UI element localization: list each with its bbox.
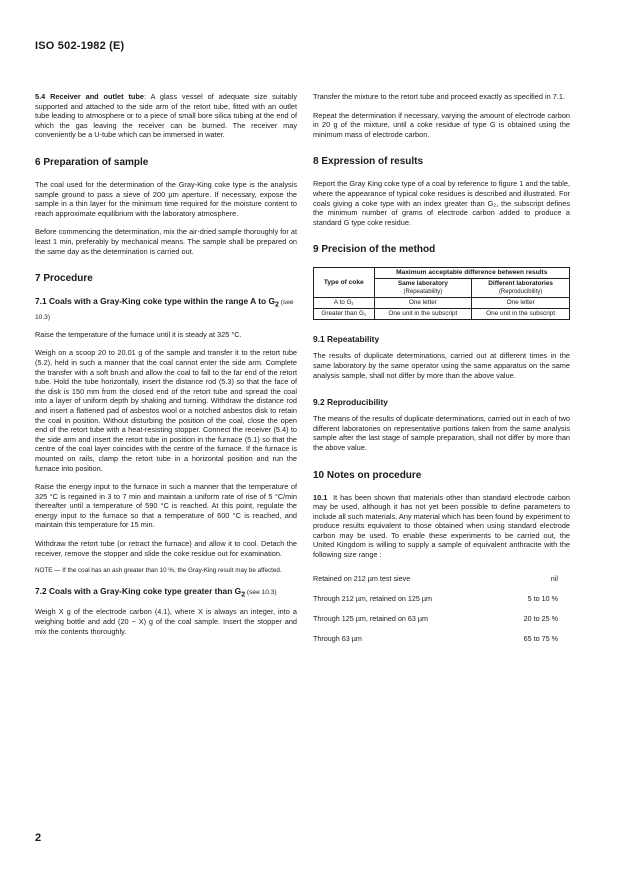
precision-diff-label: Different laboratories (488, 280, 553, 288)
section-7-1-para-2: Weigh on a scoop 20 to 20.01 g of the sample and transfer it to the retort tube (5.2), held in such a manner that the coal cannot enter the side arm. Complete the transfer with a soft brush and allow the coal to fall to the far end of the retort tube. Hold the tube horizontally, insert the distance rod (5.3) so that the face of the disk is 150 mm from the closed end of the retort tube and spread the coal into a layer of uniform depth by shaking and turning. Withdraw the distance rod and insert a flattened pad of asbestos wool or a notched asbestos disk to retain the coal in position. Without disturbing the position of the coal, close the open end of the retort tube with a heat-resisting stopper. Connect the receiver (5.4) to the side arm and insert the retort tube in position in the furnace (5.1) so that the centre of the coal layer coincides with the centre of the furnace. If the furnace is mounted on rails, clamp the retort tube in a horizontal position and run the furnace into position. (35, 348, 297, 473)
section-7-heading: 7 Procedure (35, 273, 93, 285)
size-range-table (313, 569, 570, 649)
precision-same-sub: (Repeatability) (403, 289, 443, 296)
section-7-1-para-3: Raise the energy input to the furnace in such a manner that the temperature of 325 °C is regained in 3 to 7 min and maintain a uniform rate of rise of 5 °C/min thereafter until a temperature of 590 °C is reached. At this point, regulate the energy input to the furnace so that a temperature of 600 °C is reached, and maintain this temperature for 15 min. (35, 482, 297, 530)
section-8-heading: 8 Expression of results (313, 156, 424, 168)
size-value: nil (550, 573, 558, 583)
size-value: 65 to 75 % (523, 633, 558, 643)
section-10-1-number: 10.1 (313, 492, 328, 502)
section-10-heading: 10 Notes on procedure (313, 469, 422, 481)
precision-table (313, 267, 570, 320)
section-7-2-heading (35, 586, 297, 601)
section-7-2-subscript: 2 (241, 591, 246, 599)
section-9-2-heading: 9.2 Reproducibility (313, 397, 388, 408)
table-cell: One unit in the subscript (472, 309, 570, 320)
section-7-1-heading (35, 296, 297, 323)
section-5-4-title: 5.4 Receiver and outlet tube (35, 92, 144, 101)
section-9-1-heading: 9.1 Repeatability (313, 334, 380, 345)
size-label: Through 125 µm, retained on 63 µm (313, 613, 428, 623)
section-7-1-note: NOTE — If the coal has an ash greater than 10 %, the Gray-King result may be affected. (35, 567, 282, 575)
size-label: Retained on 212 µm test sieve (313, 573, 411, 583)
section-10-1-text: It has been shown that materials other than standard electrode carbon may be used, although it has not yet been possible to define parameters to include all such materials. Any material which has been found by experiment to produce results equivalent to those obtained when using standard electrode carbon may be used. To enable these experiments to be carried out, the United Kingdom is willing to supply a sample of equivalent anthracite with the following size range : (313, 492, 570, 560)
section-8-para: Report the Gray King coke type of a coal by reference to figure 1 and the table, where the appearance of typical coke residues is described and illustrated. For coals giving a coke type with an index greater than G₂, the subscript defines the minimum number of grams of electrode carbon added to produce a standard G type coke residue. (313, 179, 570, 227)
size-label: Through 212 µm, retained on 125 µm (313, 593, 432, 603)
section-7-2-title: 7.2 Coals with a Gray-King coke type greater than G (35, 585, 242, 596)
table-cell: Greater than G₁ (314, 309, 375, 320)
table-row (313, 589, 570, 609)
section-7-1-cite: (see 10.3) (35, 299, 294, 321)
table-row (313, 609, 570, 629)
section-6-para-1: The coal used for the determination of the Gray-King coke type is the analysis sample ground to pass a sieve of 200 µm aperture. If necessary, expose the sample in a thin layer for the minimum time required for the moisture content to reach approximate equilibrium with the laboratory atmosphere. (35, 179, 297, 218)
section-9-heading: 9 Precision of the method (313, 244, 436, 256)
section-9-2-para: The means of the results of duplicate determinations, carried out in each of two different laboratories on representative portions taken from the same analysis sample after the last stage of sample preparation, shall not differ by more than the above value. (313, 414, 570, 452)
right-column (313, 92, 570, 649)
section-7-2-cite: (see 10.3) (245, 588, 277, 596)
section-7-1-title: 7.1 Coals with a Gray-King coke type within the range A to G (35, 296, 275, 307)
section-7-1-para-4: Withdraw the retort tube (or retract the furnace) and allow it to cool. Detach the receiver, remove the stopper and slide the coke residue out for examination. (35, 539, 297, 558)
precision-same-header (374, 279, 472, 298)
left-column (35, 92, 297, 645)
section-6-para-2: Before commencing the determination, mix the air-dried sample thoroughly for at least 1 min, preferably by mechanical means. The sample shall be prepared on the same day as the determination is carried out. (35, 227, 297, 256)
precision-max-header: Maximum acceptable difference between results (374, 268, 569, 279)
repeat-para: Repeat the determination if necessary, varying the amount of electrode carbon in 20 g of the mixture, until a coke residue of type G is obtained using the minimum mass of electrode carbon. (313, 110, 570, 139)
section-9-1-para: The results of duplicate determinations, carried out at different times in the same laboratory by the same operator using the same apparatus on the same analysis sample, shall not differ by more than the above value. (313, 351, 570, 380)
table-cell: A to G₁ (314, 298, 375, 309)
section-5-4 (35, 92, 297, 140)
section-7-1-subscript: 2 (274, 301, 279, 309)
section-10-1-para (313, 493, 570, 560)
table-cell: One unit in the subscript (374, 309, 472, 320)
size-value: 20 to 25 % (523, 613, 558, 623)
section-6-heading: 6 Preparation of sample (35, 156, 149, 168)
page-header: ISO 502-1982 (E) (35, 40, 125, 52)
precision-diff-header (472, 279, 570, 298)
table-row (314, 309, 570, 320)
page-number: 2 (35, 832, 42, 844)
precision-diff-sub: (Reproducibility) (498, 289, 543, 296)
table-cell: One letter (374, 298, 472, 309)
precision-col-type: Type of coke (314, 268, 375, 298)
section-5-4-text: : A glass vessel of adequate size suitably supported and attached to the side arm of the retort tube, fitted with an outlet tube leading to atmosphere or to a piece of small bore silica tubing at the end of which the gas leaving the receiver can be burned. The receiver may conveniently be a U-tube which can be immersed in water. (35, 92, 297, 140)
precision-same-label: Same laboratory (397, 280, 448, 288)
size-value: 5 to 10 % (527, 593, 558, 603)
table-cell: One letter (472, 298, 570, 309)
table-row (313, 629, 570, 649)
size-label: Through 63 µm (313, 633, 362, 643)
table-row (313, 569, 570, 589)
transfer-para: Transfer the mixture to the retort tube and proceed exactly as specified in 7.1. (313, 92, 565, 101)
table-row (314, 298, 570, 309)
section-7-2-para: Weigh X g of the electrode carbon (4.1), where X is always an integer, into a weighing bottle and add (20 − X) g of the coal sample. Insert the stopper and mix the contents thoroughly. (35, 607, 297, 636)
section-7-1-para-1: Raise the temperature of the furnace until it is steady at 325 °C. (35, 329, 242, 339)
